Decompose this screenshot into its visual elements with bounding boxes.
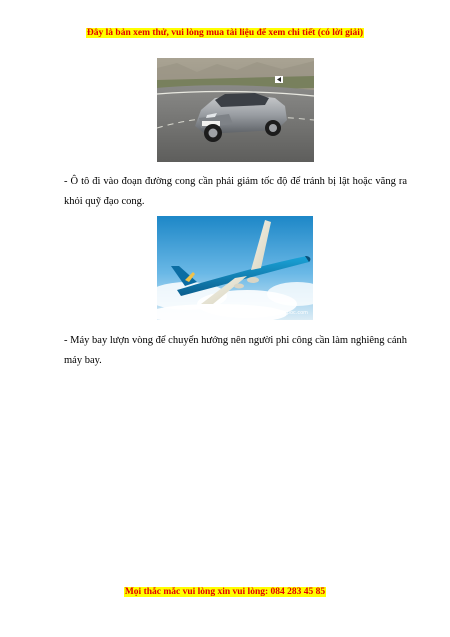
airplane-image: [157, 216, 313, 320]
preview-notice-banner: [0, 27, 450, 39]
airplane-paragraph: - Máy bay lượn vòng để chuyển hướng nên người phi công cần làm nghiêng cánh máy bay.: [64, 335, 407, 366]
plane-watermark: vnglepoc.com: [273, 310, 309, 316]
car-paragraph: - Ô tô đi vào đoạn đường cong cần phải giảm tốc độ để tránh bị lật hoặc văng ra khỏi quỹ đạo cong.: [64, 176, 407, 207]
contact-footer-text: Mọi thắc mắc vui lòng xin vui lòng: 084 283 45 85: [124, 587, 326, 597]
preview-notice-text: Đây là bản xem thử, vui lòng mua tài liệu để xem chi tiết (có lời giải): [86, 28, 364, 38]
contact-footer-banner: [0, 586, 450, 598]
car-on-curve-image: [157, 58, 314, 162]
